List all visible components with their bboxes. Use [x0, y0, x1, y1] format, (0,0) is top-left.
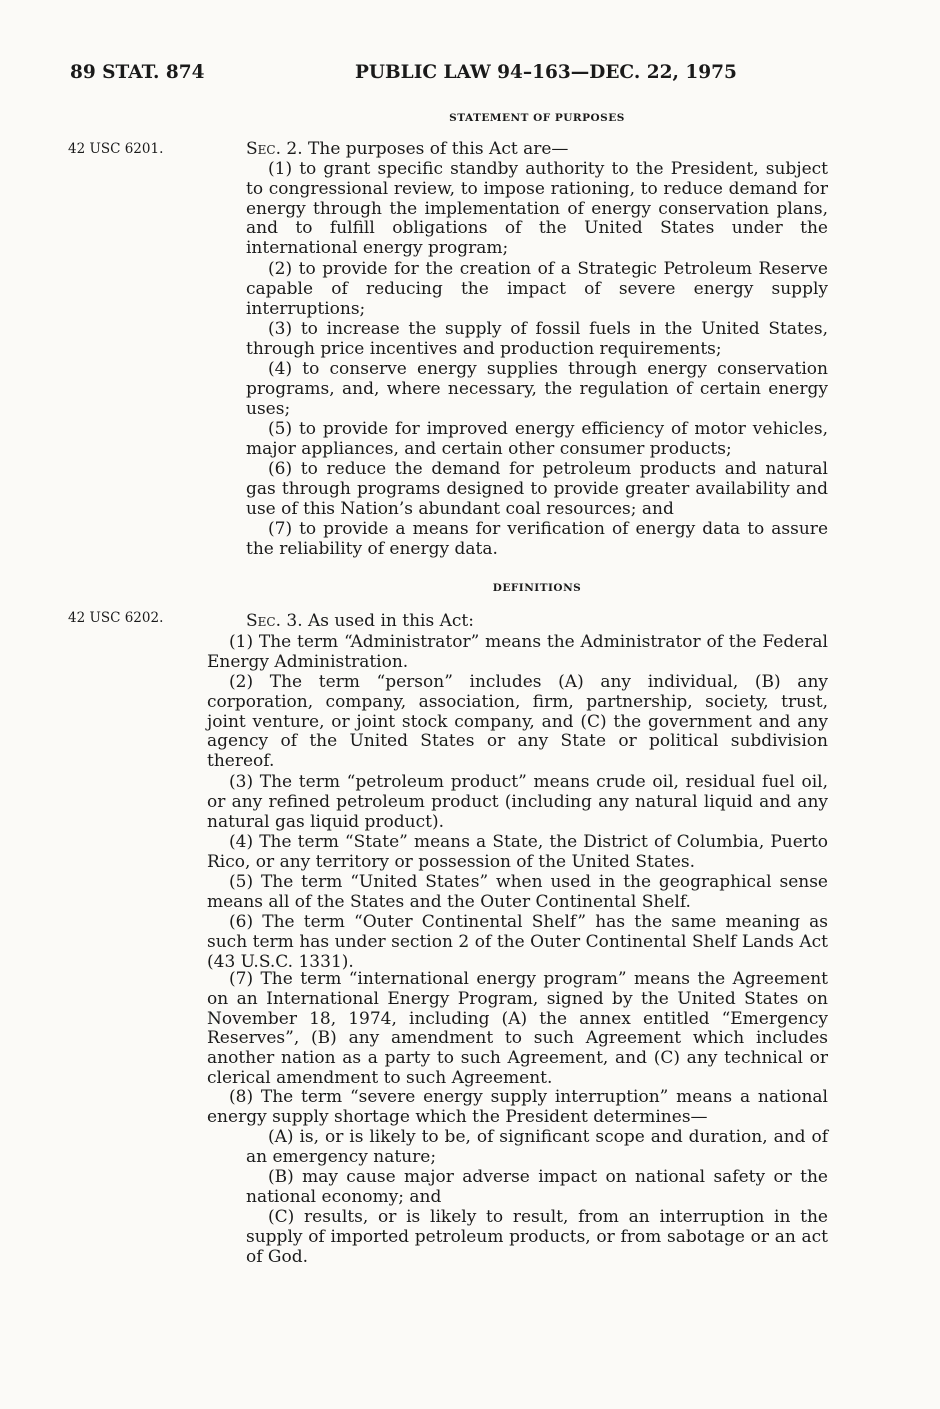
statute-page-reference: 89 STAT. 874 — [70, 62, 205, 83]
purpose-item-6: (6) to reduce the demand for petroleum products and natural gas through programs designed to provide greater availability and use of this Nation’s abundant coal resources; and — [246, 459, 828, 519]
definition-item-2: (2) The term “person” includes (A) any individual, (B) any corporation, company, association, firm, partnership, society, trust, joint venture, or joint stock company, and (C) the government and any agency of the United States or any State or political subdivision thereof. — [207, 672, 828, 772]
section-label: Sec. — [246, 611, 281, 631]
section-3-intro — [246, 612, 828, 632]
definition-item-3: (3) The term “petroleum product” means crude oil, residual fuel oil, or any refined petroleum product (including any natural liquid and any natural gas liquid product). — [207, 772, 828, 832]
definition-item-8: (8) The term “severe energy supply interruption” means a national energy supply shortage which the President determines— — [207, 1087, 828, 1127]
definition-item-5: (5) The term “United States” when used in the geographical sense means all of the States and the Outer Continental Shelf. — [207, 872, 828, 912]
purpose-item-2: (2) to provide for the creation of a Strategic Petroleum Reserve capable of reducing the impact of severe energy supply interruptions; — [246, 259, 828, 319]
statement-of-purposes-heading: STATEMENT OF PURPOSES — [449, 112, 625, 124]
section-2-intro — [246, 140, 828, 160]
purpose-item-1: (1) to grant specific standby authority to the President, subject to congressional review, to impose rationing, to reduce demand for energy through the implementation of energy conservation plans, and to fulfill obligations of the United States under the international energy program; — [246, 159, 828, 259]
section-label: Sec. — [246, 139, 281, 159]
law-title: PUBLIC LAW 94–163—DEC. 22, 1975 — [355, 62, 737, 83]
page-header — [70, 62, 830, 90]
definition-item-6: (6) The term “Outer Continental Shelf” has the same meaning as such term has under section 2 of the Outer Continental Shelf Lands Act (43 U.S.C. 1331). — [207, 912, 828, 972]
margin-citation-6201: 42 USC 6201. — [68, 141, 164, 157]
purpose-item-5: (5) to provide for improved energy efficiency of motor vehicles, major appliances, and certain other consumer products; — [246, 419, 828, 459]
purpose-item-7: (7) to provide a means for verification of energy data to assure the reliability of energy data. — [246, 519, 828, 559]
section-3-intro-text: 3. As used in this Act: — [286, 611, 474, 631]
definition-subitem-b: (B) may cause major adverse impact on national safety or the national economy; and — [246, 1167, 828, 1207]
definition-item-7: (7) The term “international energy program” means the Agreement on an International Energy Program, signed by the United States on November 18, 1974, including (A) the annex entitled “Emergency Reserves”, (B) any amendment to such Agreement which includes another nation as a party to such Agreement, and (C) any technical or clerical amendment to such Agreement. — [207, 969, 828, 1088]
purpose-item-4: (4) to conserve energy supplies through energy conservation programs, and, where necessary, the regulation of certain energy uses; — [246, 359, 828, 419]
purpose-item-3: (3) to increase the supply of fossil fuels in the United States, through price incentives and production requirements; — [246, 319, 828, 359]
definition-subitem-a: (A) is, or is likely to be, of significant scope and duration, and of an emergency nature; — [246, 1127, 828, 1167]
definitions-heading: DEFINITIONS — [492, 582, 582, 594]
definition-item-1: (1) The term “Administrator” means the Administrator of the Federal Energy Administration. — [207, 632, 828, 672]
section-2-intro-text: 2. The purposes of this Act are— — [286, 139, 569, 159]
definition-item-4: (4) The term “State” means a State, the District of Columbia, Puerto Rico, or any territory or possession of the United States. — [207, 832, 828, 872]
margin-citation-6202: 42 USC 6202. — [68, 610, 164, 626]
definition-subitem-c: (C) results, or is likely to result, from an interruption in the supply of imported petroleum products, or from sabotage or an act of God. — [246, 1207, 828, 1267]
